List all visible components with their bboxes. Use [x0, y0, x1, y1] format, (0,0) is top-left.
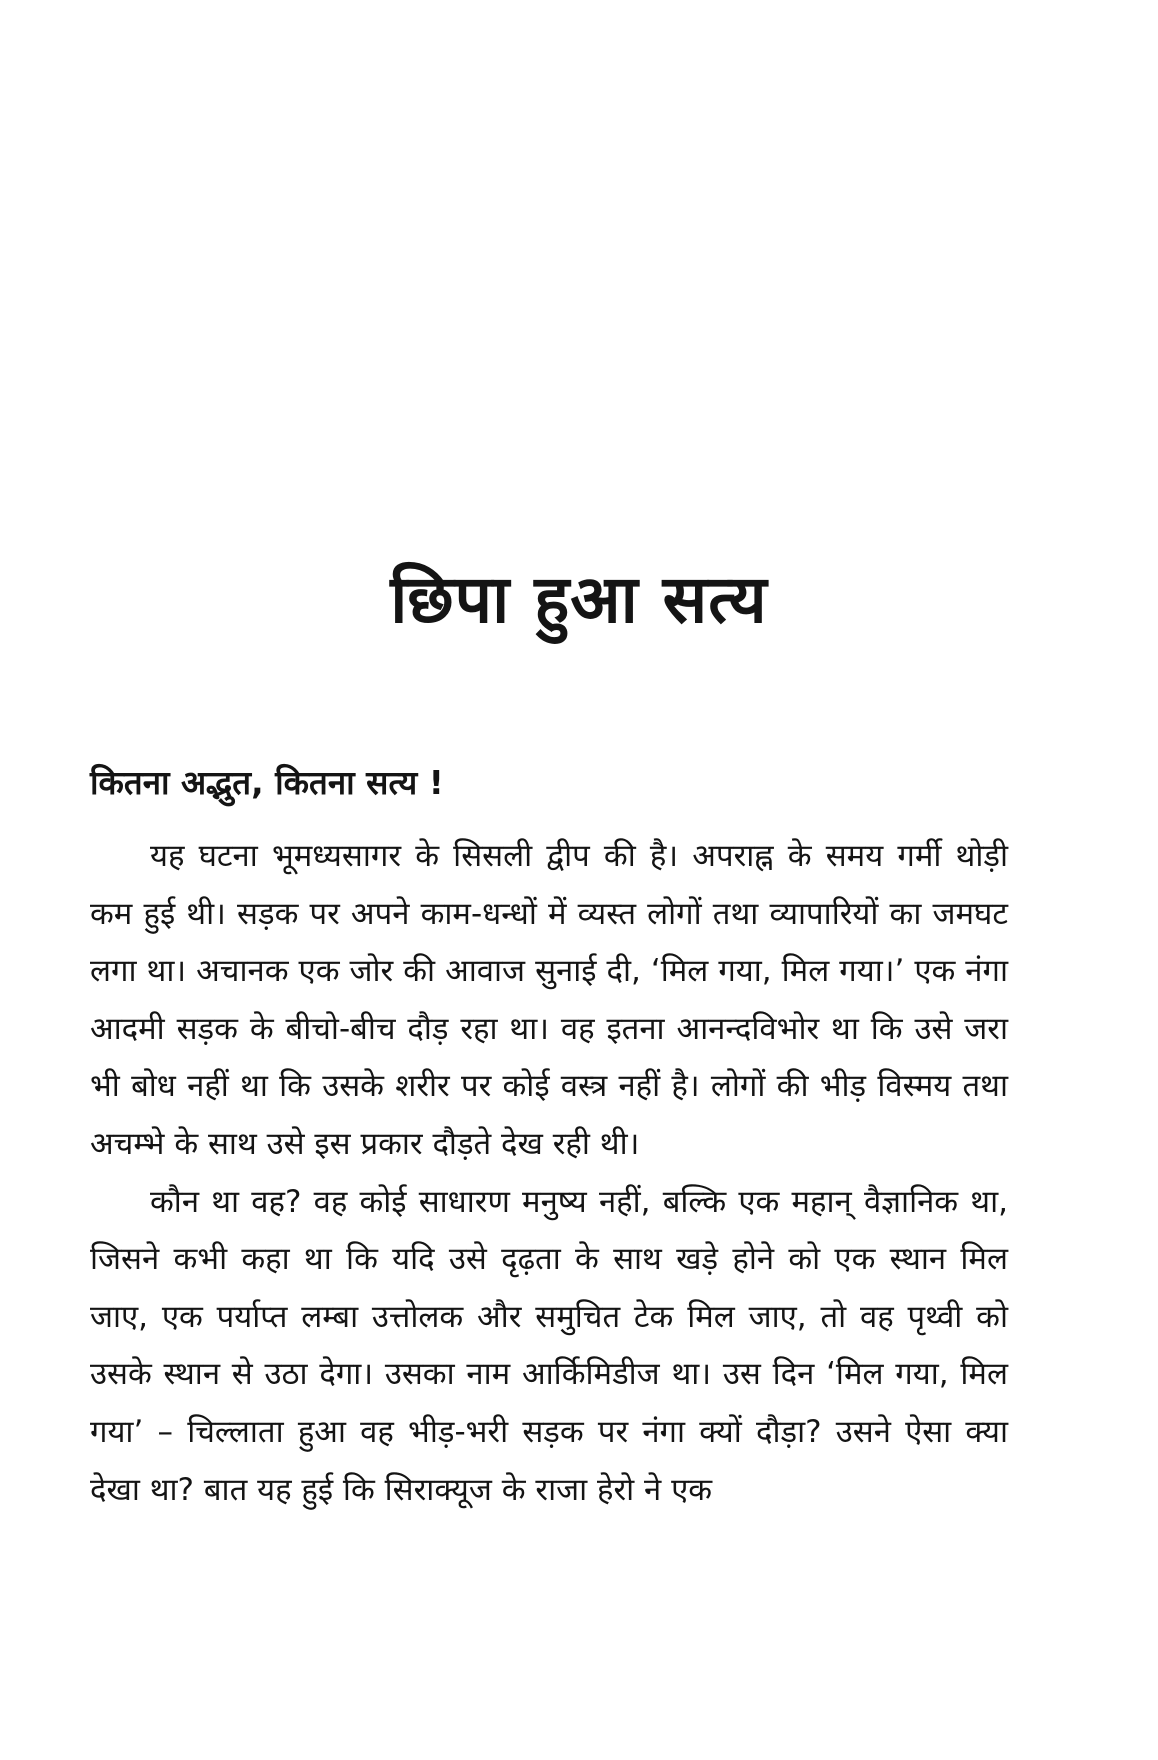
section-heading: कितना अद्भुत, कितना सत्य ! [90, 763, 444, 802]
paragraph: यह घटना भूमध्यसागर के सिसली द्वीप की है। अपराह्न के समय गर्मी थोड़ी कम हुई थी। सड़क पर अपने काम-धन्धों में व्यस्त लोगों तथा व्यापारियों का जमघट लगा था। अचानक एक जोर की आवाज सुनाई दी, ‘मिल गया, मिल गया।’ एक नंगा आदमी सड़क के बीचो-बीच दौड़ रहा था। वह इतना आनन्दविभोर था कि उसे जरा भी बोध नहीं था कि उसके शरीर पर कोई वस्त्र नहीं है। लोगों की भीड़ विस्मय तथा अचम्भे के साथ उसे इस प्रकार दौड़ते देख रही थी। [90, 838, 1008, 1162]
chapter-title: छिपा हुआ सत्य [390, 561, 768, 638]
body-text [90, 828, 1008, 1519]
paragraph: कौन था वह? वह कोई साधारण मनुष्य नहीं, बल्कि एक महान् वैज्ञानिक था, जिसने कभी कहा था कि यदि उसे दृढ़ता के साथ खड़े होने को एक स्थान मिल जाए, एक पर्याप्त लम्बा उत्तोलक और समुचित टेक मिल जाए, तो वह पृथ्वी को उसके स्थान से उठा देगा। उसका नाम आर्किमिडीज था। उस दिन ‘मिल गया, मिल गया’ – चिल्लाता हुआ वह भीड़-भरी सड़क पर नंगा क्यों दौड़ा? उसने ऐसा क्या देखा था? बात यह हुई कि सिराक्यूज के राजा हेरो ने एक [90, 1183, 1008, 1508]
